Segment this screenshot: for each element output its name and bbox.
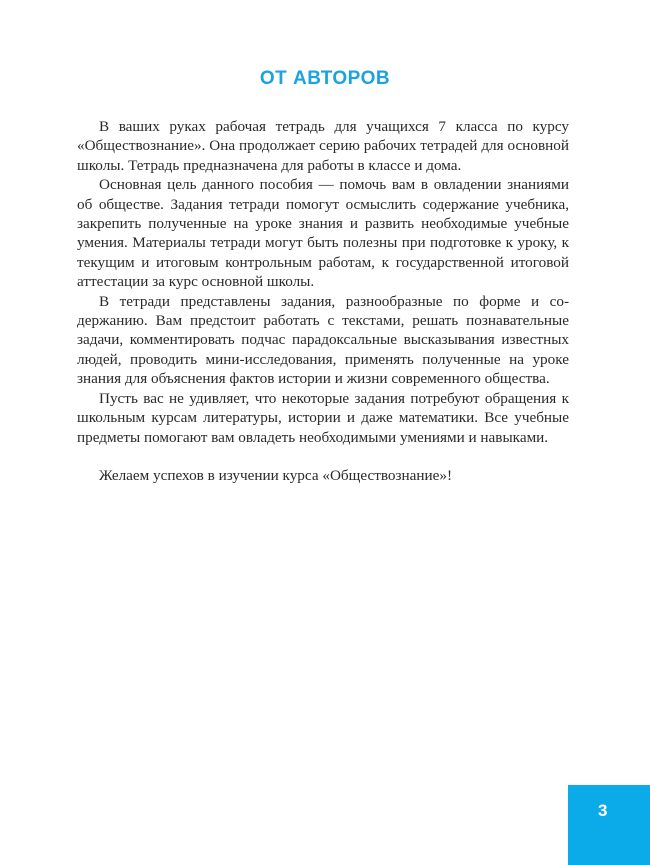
page-number-box [568,785,650,865]
paragraph-tasks: В тетради представлены задания, разнообразные по форме и содержанию. Вам предстоит работать с текстами, решать познавательные задачи, комментировать подчас парадоксальные высказывания известных людей, проводить мини-исследования, применять полученные на уроке знания для объяснения фактов истории и жизни современного общества. [77,292,569,388]
paragraph-subjects: Пусть вас не удивляет, что некоторые задания потребуют обращения к школьным курсам литературы, истории и даже математики. Все учебные предметы помогают вам овладеть необходимыми умениями и навыками. [77,389,569,446]
page-number: 3 [598,801,608,820]
body-text [77,117,569,486]
paragraph-goal: Основная цель данного пособия — помочь вам в овладении знаниями об обществе. Задания тетради помогут осмыслить содержание учебника, закрепить полученные на уроке знания и развить необходимые учебные умения. Материалы тетради могут быть полезны при подготовке к уроку, к текущим и итоговым контрольным работам, к государственной итоговой аттестации за курс основной школы. [77,176,569,291]
paragraph-intro: В ваших руках рабочая тетрадь для учащихся 7 класса по курсу «Обществознание». Она продолжает серию рабочих тетрадей для основной школы. Тетрадь предназначена для работы в классе и дома. [77,118,569,174]
page-title: ОТ АВТОРОВ [259,68,391,89]
closing-wish: Желаем успехов в изучении курса «Обществознание»! [99,467,453,485]
